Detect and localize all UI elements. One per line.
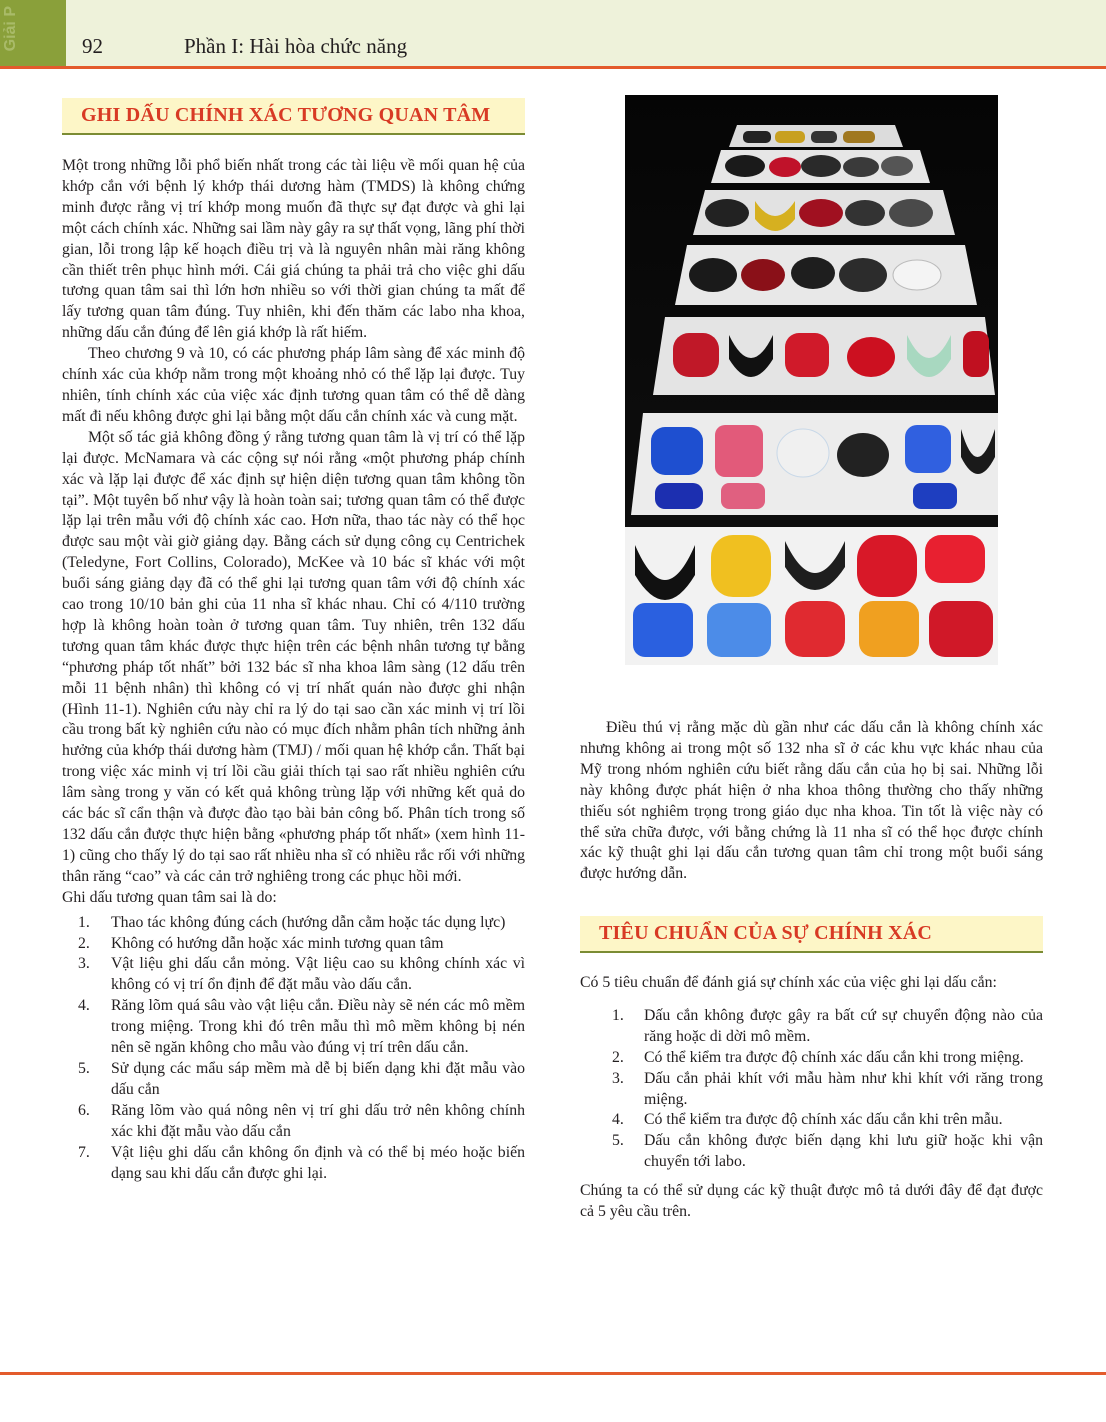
list-item bbox=[580, 1069, 1043, 1111]
list-intro: Có 5 tiêu chuẩn để đánh giá sự chính xác của việc ghi lại dấu cắn: bbox=[580, 974, 997, 991]
list-item-text: Dấu cắn không được gây ra bất cứ sự chuyển động nào của răng hoặc di dời mô mềm. bbox=[644, 1006, 1043, 1045]
list-intro: Ghi dấu tương quan tâm sai là do: bbox=[62, 888, 277, 906]
header-rule bbox=[0, 66, 1106, 69]
paragraph: Theo chương 9 và 10, có các phương pháp lâm sàng để xác minh độ chính xác của khớp nằm trong một khoảng nhỏ có thể lặp lại được. Tuy nhiên, tính chính xác của việc xác định tương quan tâm có thể dễ dàng mất đi nếu không được ghi lại bằng một dấu cắn chính xác và cung mặt. bbox=[62, 345, 525, 425]
closing-paragraph: Chúng ta có thể sử dụng các kỹ thuật được mô tả dưới đây để đạt được cả 5 yêu cầu trên. bbox=[580, 1182, 1043, 1221]
list-number: 2. bbox=[612, 1048, 624, 1066]
list-item-text: Không có hướng dẫn hoặc xác minh tương quan tâm bbox=[111, 934, 444, 952]
photo-bite-records-icon bbox=[625, 95, 998, 665]
list-number: 3. bbox=[612, 1069, 624, 1087]
section-heading-text: TIÊU CHUẨN CỦA SỰ CHÍNH XÁC bbox=[599, 922, 933, 944]
list-number: 3. bbox=[78, 955, 90, 973]
list-number: 1. bbox=[612, 1006, 624, 1024]
page-number: 92 bbox=[82, 34, 103, 58]
list-item-text: Răng lõm vào quá nông nên vị trí ghi dấu trở nên không chính xác khi đặt mẫu vào dấu cắn bbox=[111, 1101, 525, 1140]
list-number: 5. bbox=[78, 1059, 90, 1077]
list-item-text: Sử dụng các mẩu sáp mềm mà dễ bị biến dạng khi đặt mẫu vào dấu cắn bbox=[111, 1059, 525, 1098]
list-number: 1. bbox=[78, 913, 90, 931]
section-heading-accurate-centric bbox=[62, 98, 525, 135]
list-item bbox=[62, 934, 525, 955]
left-column bbox=[62, 156, 525, 1184]
list-item-text: Dấu cắn phải khít với mẫu hàm như khi khít với răng trong miệng. bbox=[644, 1069, 1043, 1108]
list-item bbox=[62, 1143, 525, 1185]
right-column-criteria bbox=[580, 973, 1043, 1223]
list-item-text: Răng lõm quá sâu vào vật liệu cắn. Điều này sẽ nén các mô mềm trong miệng. Trong khi đó trên mẫu thì mô mềm không bị nén nên sẽ ngăn không cho mẫu vào đúng vị trí trên dấu cắn. bbox=[111, 997, 525, 1057]
footer-rule bbox=[0, 1372, 1106, 1375]
list-number: 7. bbox=[78, 1143, 90, 1161]
chapter-side-tab bbox=[0, 0, 66, 66]
list-item bbox=[580, 1048, 1043, 1069]
paragraph: Điều thú vị rằng mặc dù gần như các dấu cắn là không chính xác nhưng không ai trong một số 132 nha sĩ ở các khu vực khác nhau của Mỹ trong nhóm nghiên cứu biết rằng dấu cắn của họ bị sai. Những lỗi này không được phát hiện ở nha khoa thông thường cho thấy những thiếu sót nghiêm trọng trong giáo dục nha khoa. Tin tốt là việc này có thể sửa chữa được, với bằng chứng là 11 nha sĩ có thể học được chính xác kỹ thuật ghi lại dấu cắn tương quan tâm chỉ trong một buổi sáng được hướng dẫn. bbox=[580, 719, 1043, 883]
paragraph: Một số tác giả không đồng ý rằng tương quan tâm là vị trí có thể lặp lại được. McNamara và các cộng sự nói rằng «một phương pháp chính xác và lặp lại được để xác định sự hiện diện tương quan tâm không tồn tại”. Một tuyên bố như vậy là hoàn toàn sai; tương quan tâm có thể được lặp lại trên mẫu với độ chính xác cao. Hơn nữa, thao tác này có thể học được sau một vài giờ giảng dạy. Bằng cách sử dụng công cụ Centrichek (Teledyne, Fort Collins, Colorado), McKee và 10 bác sĩ khác với một buổi sáng giảng dạy đã có thể ghi lại tương quan tâm với độ chính xác cao trong 10/10 bản ghi của 11 nha sĩ khác nhau. Chỉ có 4/110 trường hợp là không hoàn toàn ở tương quan tâm. Tuy nhiên, trên 132 dấu tương quan tâm khác được thực hiện trên các bệnh nhân tương tự bằng “phương pháp tốt nhất” bởi 132 bác sĩ nha khoa lâm sàng (12 dấu trên mỗi 11 bệnh nhân) thì không có vị trí nhất quán nào được ghi nhận (Hình 11-1). Nghiên cứu này chỉ ra lý do tại sao cần xác minh vị trí lồi cầu trong bất kỳ nghiên cứu nào có mục đích nhằm phân tích những ảnh hưởng của khớp thái dương hàm (TMJ) / mối quan hệ khớp cắn. Thất bại trong việc xác minh vị trí lồi cầu giải thích tại sao rất nhiều nghiên cứu lâm sàng trong y văn có kết quả không trùng lặp với những kết quả do các bác sĩ cẩn thận và được đào tạo bài bản công bố. Phân tích trong số 132 dấu cắn được thực hiện bằng «phương pháp tốt nhất» (xem hình 11-1) cũng cho thấy lý do tại sao rất nhiều nha sĩ có nhiều rắc rối với những thân răng “cao” và các cản trở nghiêng trong các phục hồi mới. bbox=[62, 428, 525, 885]
error-causes-list bbox=[62, 913, 525, 1185]
list-number: 4. bbox=[78, 997, 90, 1015]
list-number: 5. bbox=[612, 1132, 624, 1150]
list-item-text: Thao tác không đúng cách (hướng dẫn cằm hoặc tác dụng lực) bbox=[111, 913, 506, 931]
criteria-list bbox=[580, 1006, 1043, 1173]
list-item bbox=[62, 1101, 525, 1143]
paragraph: Một trong những lỗi phổ biến nhất trong các tài liệu về mối quan hệ của khớp cắn với bệnh lý khớp thái dương hàm (TMDS) là không chứng minh được rằng vị trí khớp mong muốn đã thực sự đạt được và ghi lại một cách chính xác. Những sai lầm này gây ra sự thất vọng, lãng phí thời gian, lỗi trong lập kế hoạch điều trị và là nguyên nhân mài răng không cần thiết trên phục hình mới. Cái giá chúng ta phải trả cho việc ghi dấu tương quan tâm sai thì lớn hơn nhiều so với thời gian chúng ta mất để lấy tương quan tâm đúng. Tuy nhiên, khi đến thăm các labo nha khoa, những dấu cắn đúng để lên giá khớp là rất hiếm. bbox=[62, 157, 525, 342]
list-item-text: Vật liệu ghi dấu cắn mỏng. Vật liệu cao su không chính xác vì không có vị trí ổn định để đặt mẫu vào dấu cắn. bbox=[111, 955, 525, 994]
running-title: Phần I: Hài hòa chức năng bbox=[184, 34, 408, 58]
section-heading-text: GHI DẤU CHÍNH XÁC TƯƠNG QUAN TÂM bbox=[81, 104, 491, 126]
list-item bbox=[62, 913, 525, 934]
side-tab-text: Giải P bbox=[2, 6, 19, 52]
list-item bbox=[580, 1131, 1043, 1173]
list-item-text: Có thể kiểm tra được độ chính xác dấu cắn khi trong miệng. bbox=[644, 1048, 1024, 1066]
list-item bbox=[580, 1110, 1043, 1131]
header-band bbox=[0, 0, 1106, 66]
list-number: 6. bbox=[78, 1101, 90, 1119]
list-item bbox=[62, 996, 525, 1059]
list-item bbox=[580, 1006, 1043, 1048]
list-number: 4. bbox=[612, 1111, 624, 1129]
list-item-text: Dấu cắn không được biến dạng khi lưu giữ hoặc khi vận chuyển tới labo. bbox=[644, 1132, 1043, 1171]
list-item-text: Có thể kiểm tra được độ chính xác dấu cắn khi trên mẫu. bbox=[644, 1111, 1003, 1129]
list-item bbox=[62, 1059, 525, 1101]
photo-bite-records-figure bbox=[625, 95, 998, 665]
right-column-paragraph bbox=[580, 718, 1043, 885]
section-heading-accuracy-criteria bbox=[580, 916, 1043, 953]
list-item bbox=[62, 954, 525, 996]
list-item-text: Vật liệu ghi dấu cắn không ổn định và có thể bị méo hoặc biến dạng sau khi dấu cắn được ghi lại. bbox=[111, 1143, 525, 1182]
list-number: 2. bbox=[78, 934, 90, 952]
